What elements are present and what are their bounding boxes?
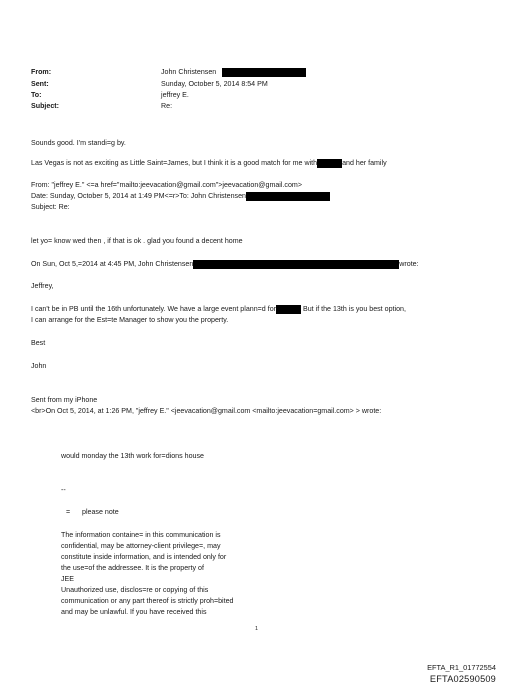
from-value — [161, 68, 306, 77]
sent-label: Sent: — [31, 80, 49, 88]
body-line-4 — [31, 260, 419, 269]
signoff: John — [31, 362, 47, 370]
disclaimer-line-1: The information containe= in this communication is — [61, 531, 221, 539]
sent-from: Sent from my iPhone — [31, 396, 98, 404]
to-value: jeffrey E. — [161, 91, 189, 99]
redaction-box — [276, 305, 301, 314]
body-line-1: Sounds good. I'm standi=g by. — [31, 139, 126, 147]
quoted-line-1: would monday the 13th work for=dions house — [61, 452, 204, 460]
from-name: John Christensen — [161, 68, 217, 76]
quoted-bullet: = — [66, 508, 71, 516]
disclaimer-line-4: the use=of the addressee. It is the property of — [61, 564, 204, 572]
quoted-dashes: -- — [61, 486, 66, 494]
redaction-box — [193, 260, 399, 269]
body-line-4-text: On Sun, Oct 5,=2014 at 4:45 PM, John Christensen — [31, 260, 194, 268]
footer-id-2: EFTA02590509 — [429, 674, 496, 684]
best: Best — [31, 339, 46, 347]
from-label: From: — [31, 68, 52, 76]
disclaimer-line-2: confidential, may be attorney-client privilege=, may — [61, 542, 221, 550]
body-line-2-text: Las Vegas is not as exciting as Little Saint=James, but I think it is a good match for me with — [31, 159, 318, 167]
subject-value: Re: — [161, 102, 173, 110]
disclaimer-line-3: constitute inside information, and is intended only for — [61, 553, 227, 561]
disclaimer-line-5: JEE — [61, 575, 75, 583]
quote-from: From: "jeffrey E." <=a href="mailto:jeevacation@gmail.com">jeevacation@gmail.com> — [31, 181, 302, 189]
redaction-box — [222, 68, 306, 77]
quote-date-text: Date: Sunday, October 5, 2014 at 1:49 PM<=r>To: John Christensen — [31, 192, 246, 200]
quote-2: <br>On Oct 5, 2014, at 1:26 PM, "jeffrey E." <jeevacation@gmail.com <mailto:jeevacation=gmail.com> > wrote: — [31, 407, 382, 415]
body-line-4-tail: wrote: — [399, 260, 419, 268]
disclaimer-line-7: communication or any part thereof is strictly proh=bited — [61, 597, 234, 605]
quote-subject: Subject: Re: — [31, 203, 70, 211]
to-label: To: — [31, 91, 42, 99]
disclaimer-line-6: Unauthorized use, disclos=re or copying of this — [61, 586, 209, 594]
paragraph-line-1 — [31, 305, 406, 314]
paragraph-line-2: I can arrange for the Est=te Manager to show you the property. — [31, 316, 229, 324]
footer-id-1: EFTA_R1_01772554 — [427, 663, 496, 672]
quote-date — [31, 192, 330, 201]
disclaimer-line-8: and may be unlawful. If you have received this — [61, 608, 207, 616]
redaction-box — [246, 192, 330, 201]
redaction-box — [317, 159, 342, 168]
page-number: 1 — [255, 626, 259, 632]
paragraph-line-1-tail: But if the 13th is you best option, — [303, 305, 406, 313]
sent-value: Sunday, October 5, 2014 8:54 PM — [161, 80, 268, 88]
body-line-2-tail: and her family — [342, 159, 387, 167]
salutation: Jeffrey, — [31, 282, 54, 290]
body-line-2 — [31, 159, 387, 168]
subject-label: Subject: — [31, 102, 59, 110]
quoted-note: please note — [82, 508, 119, 516]
body-line-3: let yo= know wed then , if that is ok . glad you found a decent home — [31, 237, 243, 245]
paragraph-line-1-text: I can't be in PB until the 16th unfortunately. We have a large event plann=d for — [31, 305, 277, 313]
